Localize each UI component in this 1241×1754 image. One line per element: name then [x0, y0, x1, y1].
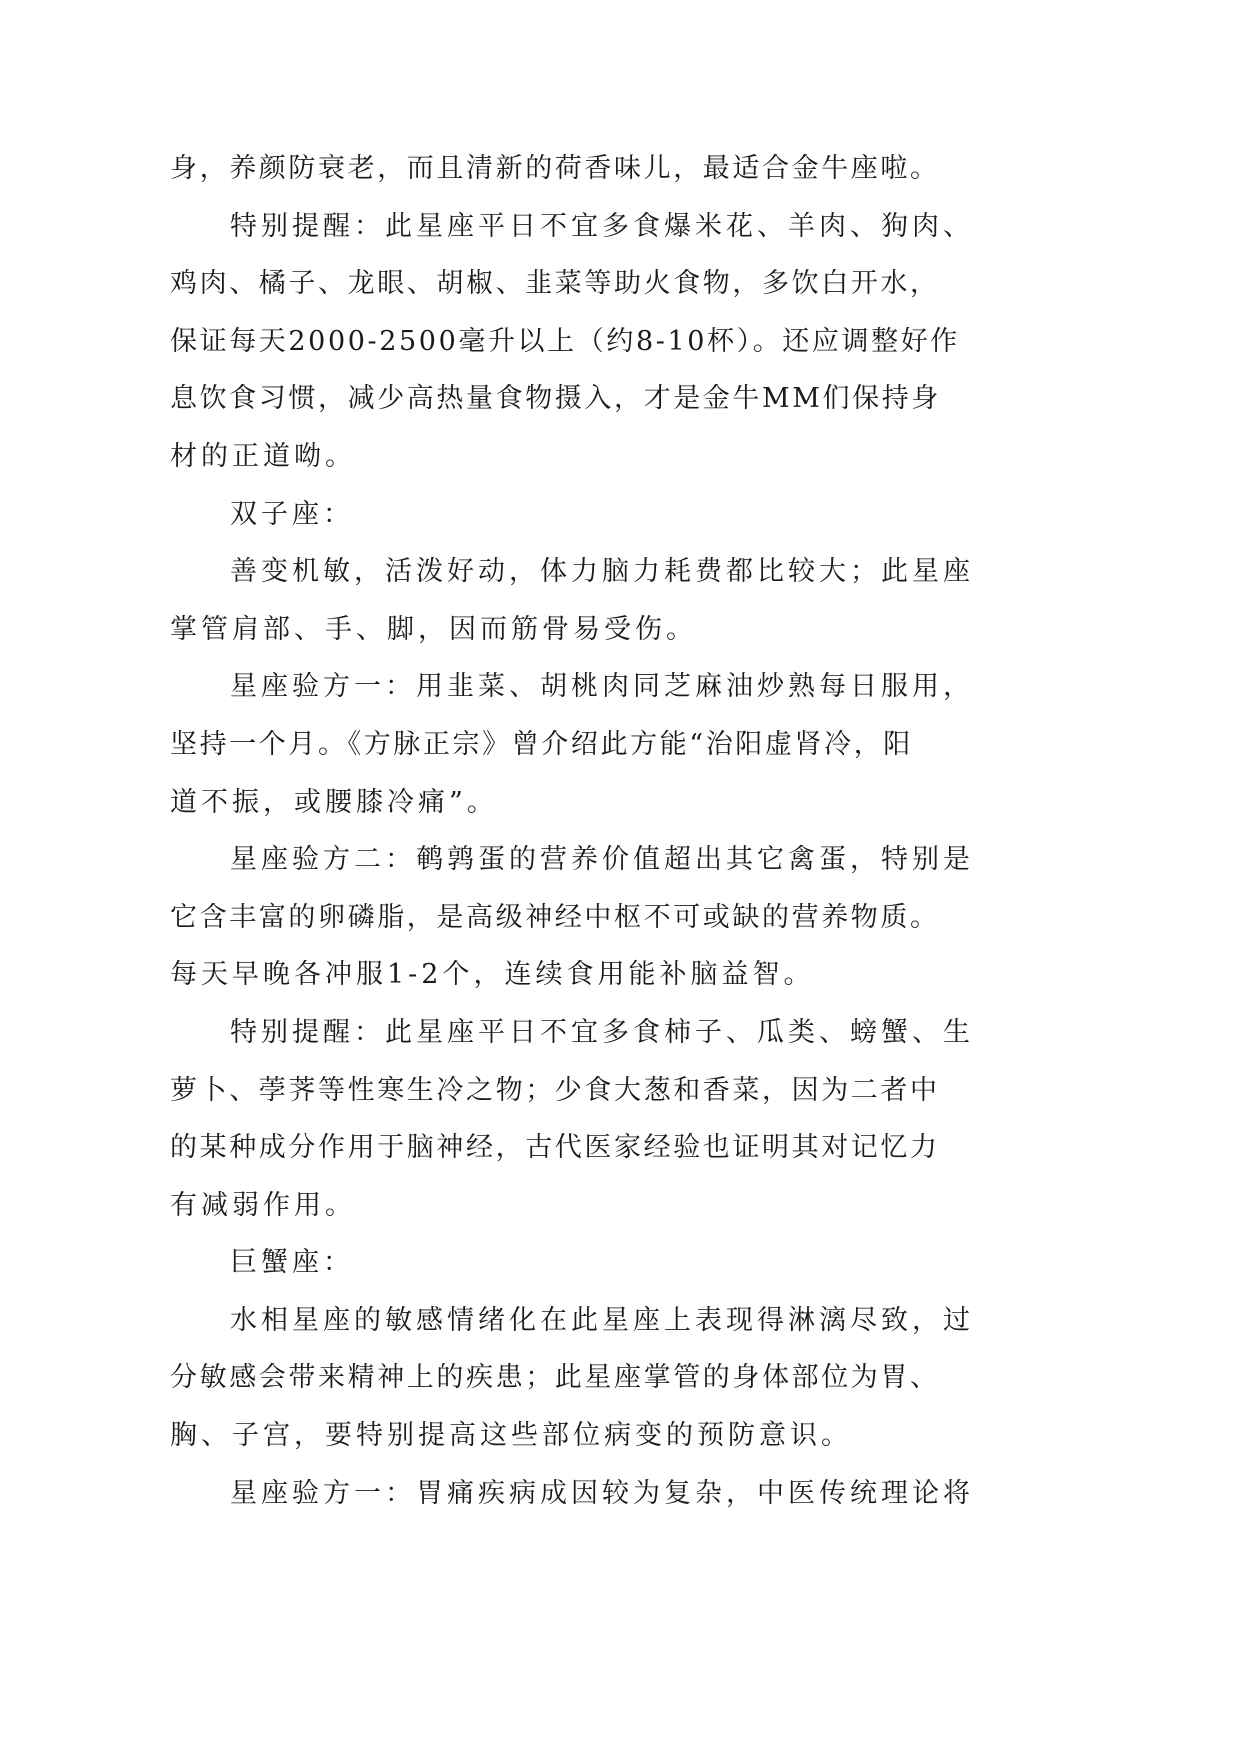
paragraph-line: 胸、子宫，要特别提高这些部位病变的预防意识。	[170, 1420, 852, 1452]
paragraph-line: 材的正道呦。	[170, 440, 356, 472]
paragraph-line: 特别提醒：此星座平日不宜多食爆米花、羊肉、狗肉、	[230, 210, 974, 242]
paragraph-line: 水相星座的敏感情绪化在此星座上表现得淋漓尽致，过	[230, 1304, 974, 1336]
document-page	[170, 140, 974, 1522]
paragraph-line: 道不振，或腰膝冷痛”。	[170, 786, 498, 818]
paragraph-line: 有减弱作用。	[170, 1189, 356, 1221]
paragraph-line: 息饮食习惯，减少高热量食物摄入，才是金牛MM们保持身	[170, 383, 941, 415]
section-heading: 巨蟹座：	[230, 1247, 354, 1279]
paragraph-line: 善变机敏，活泼好动，体力脑力耗费都比较大；此星座	[230, 556, 974, 588]
paragraph-line: 星座验方二：鹌鹑蛋的营养价值超出其它禽蛋，特别是	[230, 844, 974, 876]
paragraph-line: 分敏感会带来精神上的疾患；此星座掌管的身体部位为胃、	[170, 1362, 940, 1394]
paragraph-line: 萝卜、荸荠等性寒生冷之物；少食大葱和香菜，因为二者中	[170, 1074, 940, 1106]
paragraph-line: 星座验方一：用韭菜、胡桃肉同芝麻油炒熟每日服用，	[230, 671, 974, 703]
paragraph-line: 保证每天2000-2500毫升以上（约8-10杯）。还应调整好作	[170, 325, 960, 357]
paragraph-line: 它含丰富的卵磷脂，是高级神经中枢不可或缺的营养物质。	[170, 901, 940, 933]
paragraph-line: 身，养颜防衰老，而且清新的荷香味儿，最适合金牛座啦。	[170, 153, 940, 184]
section-heading: 双子座：	[230, 498, 354, 530]
paragraph-line: 掌管肩部、手、脚，因而筋骨易受伤。	[170, 613, 697, 645]
paragraph-line: 坚持一个月。《方脉正宗》曾介绍此方能“治阳虚肾冷，阳	[170, 728, 913, 760]
paragraph-line: 每天早晚各冲服1-2个，连续食用能补脑益智。	[170, 959, 815, 991]
paragraph-line: 星座验方一：胃痛疾病成因较为复杂，中医传统理论将	[230, 1477, 974, 1509]
paragraph-line: 鸡肉、橘子、龙眼、胡椒、韭菜等助火食物，多饮白开水，	[170, 268, 940, 300]
paragraph-line: 的某种成分作用于脑神经，古代医家经验也证明其对记忆力	[170, 1132, 940, 1164]
paragraph-line: 特别提醒：此星座平日不宜多食柿子、瓜类、螃蟹、生	[230, 1016, 974, 1048]
